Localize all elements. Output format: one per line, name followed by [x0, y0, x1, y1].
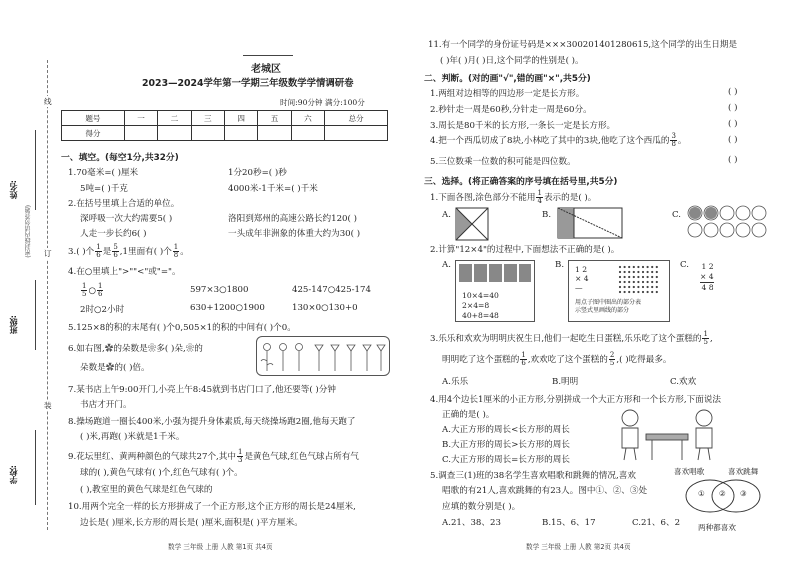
q4-item-d: 630+1200○1900	[190, 303, 265, 313]
flower-icon: ❀	[147, 344, 157, 354]
choice-5-opt-c[interactable]: C.21、6、2	[632, 518, 681, 528]
score-cell[interactable]	[191, 126, 224, 141]
grid-dot	[624, 286, 626, 288]
choice-2-opt-a[interactable]: A.	[442, 260, 451, 270]
score-header-cell: 三	[191, 111, 224, 126]
q1-item-d: 4000米-1千米=( )千米	[228, 184, 318, 194]
pencils-icon	[457, 262, 533, 284]
choice-1-opt-c[interactable]: C.	[672, 210, 682, 220]
score-cell[interactable]	[224, 126, 257, 141]
venn-region-3: ③	[740, 489, 747, 498]
score-header-cell: 五	[258, 111, 291, 126]
section-1-heading: 一、填空。(每空1分,共32分)	[61, 153, 179, 163]
flowers-illustration	[257, 337, 389, 375]
grid-dot	[651, 281, 653, 283]
binding-margin	[0, 0, 60, 562]
q8-text: 8.操场跑道一圈长400米,小强为提升身体素质,每天绕操场跑2圈,他每天跑了	[68, 417, 356, 427]
q1-item-c: 5吨=( )千克	[80, 184, 128, 194]
choice-5-text: 5.调查三(1)班的38名学生喜欢唱歌和跳舞的情况,喜欢	[430, 471, 636, 481]
grid-dot	[619, 291, 621, 293]
grid-dot	[633, 281, 635, 283]
choice-4-opt-b[interactable]: B.大正方形的周长>长方形的周长	[442, 440, 570, 450]
grid-dot	[651, 276, 653, 278]
grid-dot	[624, 266, 626, 268]
choice-2-opt-b[interactable]: B.	[555, 260, 565, 270]
section-3-heading: 三、选择。(将正确答案的序号填在括号里,共5分)	[424, 177, 618, 187]
grid-dot	[647, 266, 649, 268]
right-page	[400, 0, 794, 562]
seal-mark-3: 装	[44, 401, 52, 410]
grid-dot	[637, 276, 639, 278]
venn-label-singing: 喜欢唱歌	[674, 467, 705, 476]
score-table-header-row	[62, 111, 388, 126]
q2-item-d: 一头成年非洲象的体重大约为30( )	[228, 229, 361, 239]
q4-item-e: 130×0○130+0	[292, 303, 358, 313]
choice-4-text: 4.用4个边长1厘米的小正方形,分别拼成一个大正方形和一个长方形,下面说法	[430, 395, 722, 405]
page-2-footer: 数学 三年级 上册 人教 第2页 共4页	[526, 543, 631, 551]
choice-1-text: 1.下面各图,涂色部分不能用 $\frac{1}{4}$ 表示的是( )。	[430, 189, 597, 205]
grid-dot	[624, 281, 626, 283]
calc-line-3: 40+8=48	[462, 311, 499, 320]
binding-dashed-line	[47, 60, 48, 530]
q3-text: 3.( )个 $\frac{1}{6}$ 是 $\frac{5}{6}$ ,1里面有( )个 $\frac{1}{8}$ 。	[68, 243, 189, 259]
q6-flower-figure	[256, 336, 390, 376]
grid-dot	[642, 276, 644, 278]
score-table-score-row	[62, 126, 388, 141]
q2-item-b: 洛阳到郑州的高速公路长约120( )	[228, 214, 357, 224]
q10-text-2: 边长是( )厘米,长方形的周长是( )厘米,面积是( )平方厘米。	[80, 518, 303, 528]
grid-dot	[647, 271, 649, 273]
vertical-multiplication: 1 2 × 4 4 8	[700, 262, 714, 292]
q9-text-3: ( ),教室里的黄色气球是红色气球的	[80, 485, 213, 495]
grid-dot	[633, 271, 635, 273]
vertical-calc: 1 2 × 4 —	[575, 265, 589, 292]
grid-dot	[647, 281, 649, 283]
grid-dot	[619, 271, 621, 273]
smiley-faces-figure	[686, 204, 768, 240]
choice-5-opt-b[interactable]: B.15、6、17	[542, 518, 596, 528]
score-header-cell: 总分	[325, 111, 388, 126]
grid-dot	[642, 291, 644, 293]
grid-dot	[633, 266, 635, 268]
grid-dot	[628, 271, 630, 273]
school-blank[interactable]	[35, 430, 36, 505]
choice-5-text-3: 应填的数分别是( )。	[442, 502, 521, 512]
grid-dot	[651, 271, 653, 273]
grid-dot	[633, 291, 635, 293]
judge-item-1: 1.两组对边相等的四边形一定是长方形。	[430, 89, 585, 99]
choice-3-text-2: 明明吃了这个蛋糕的 $\frac{1}{6}$ ,欢欢吃了这个蛋糕的 $\frac{2}{5}$ ,( )吃得最多。	[442, 351, 672, 367]
grid-dot	[656, 291, 658, 293]
grid-dot	[642, 286, 644, 288]
score-cell[interactable]	[291, 126, 324, 141]
q3-frac-2: $\frac{5}{6}$	[113, 243, 118, 259]
judge-item-5: 5.三位数乘一位数的积可能是四位数。	[430, 157, 576, 167]
class-blank[interactable]	[35, 280, 36, 350]
q6-line1: 6.如右图,✿的朵数是❀多( )朵,❀的	[68, 344, 203, 354]
grid-dot	[637, 271, 639, 273]
q9-text-2: 球的( ),黄色气球有( )个,红色气球有( )个。	[80, 468, 243, 478]
district-title: 老城区	[251, 64, 281, 75]
q6-line2: 朵数是✿的( )倍。	[80, 363, 150, 373]
q3-frac-1: $\frac{1}{6}$	[96, 243, 101, 259]
q1-item-b: 1分20秒=( )秒	[228, 168, 287, 178]
dot-grid-icon	[617, 264, 661, 296]
grid-dot	[633, 276, 635, 278]
choice-3-opt-b[interactable]: B.明明	[552, 377, 579, 387]
choice-2-text: 2.计算"12×4"的过程中,下面想法不正确的是( )。	[430, 245, 620, 255]
name-label: 姓名:	[9, 180, 18, 200]
grid-dot	[647, 286, 649, 288]
tulip-icon: ✿	[105, 363, 115, 373]
choice-1-opt-b[interactable]: B.	[542, 210, 552, 220]
score-cell[interactable]	[258, 126, 291, 141]
district-overline	[243, 55, 293, 56]
judge-answer-2[interactable]: ( )	[728, 103, 738, 113]
q7-text: 7.某书店上午9:00开门,小亮上午8:45就到书店门口了,他还要等( )分钟	[68, 385, 336, 395]
grid-dot	[656, 286, 658, 288]
q2-text: 2.在括号里填上合适的单位。	[68, 199, 180, 209]
q7-text-2: 书店才开门。	[80, 400, 132, 410]
square-x-figure	[455, 207, 489, 241]
grid-dot	[637, 266, 639, 268]
seal-mark-1: 线	[44, 97, 52, 106]
score-cell[interactable]	[124, 126, 157, 141]
grid-dot	[647, 291, 649, 293]
choice-2-opt-c[interactable]: C.	[680, 260, 690, 270]
grid-dot	[628, 286, 630, 288]
grid-dot	[628, 281, 630, 283]
exam-title: 2023—2024学年第一学期三年级数学学情调研卷	[142, 78, 354, 89]
venn-region-1: ①	[698, 489, 705, 498]
score-row-label: 得分	[62, 126, 125, 141]
grid-dot	[619, 266, 621, 268]
choice-3-text: 3.乐乐和欢欢为明明庆祝生日,他们一起吃生日蛋糕,乐乐吃了这个蛋糕的 $\frac{1}{5}$ ,	[430, 330, 713, 346]
venn-diagram	[670, 466, 778, 534]
q4-item-a: 597×3○1800	[190, 285, 249, 295]
seal-note: (密封线内请勿答题)	[25, 205, 32, 258]
venn-label-dancing: 喜欢跳舞	[728, 467, 759, 476]
q4-text: 4.在○里填上">""<"或"="。	[68, 267, 181, 277]
choice-3-opt-c[interactable]: C.欢欢	[670, 377, 697, 387]
score-header-cell: 四	[224, 111, 257, 126]
choice-1-opt-a[interactable]: A.	[442, 210, 451, 220]
judge-answer-5[interactable]: ( )	[728, 155, 738, 165]
grid-dot	[624, 271, 626, 273]
judge-item-4: 4.把一个西瓜切成了8块,小林吃了其中的3块,他吃了这个西瓜的 $\frac{3}{8}$ 。	[430, 132, 687, 148]
calc-line-2: 2×4=8	[462, 301, 490, 310]
judge-answer-1[interactable]: ( )	[728, 87, 738, 97]
grid-dot	[651, 291, 653, 293]
flower-icon: ❀	[185, 344, 195, 354]
calc-line-1: 10×4=40	[462, 291, 499, 300]
q4-item-b: 425-147○425-174	[292, 285, 371, 295]
q10-text: 10.用两个完全一样的长方形拼成了一个正方形,这个正方形的周长是24厘米,	[68, 502, 356, 512]
q3-frac-3: $\frac{1}{8}$	[173, 243, 179, 259]
venn-label-both: 两种都喜欢	[698, 523, 736, 532]
q9-text: 9.花坛里红、黄两种颜色的气球共27个,其中 $\frac{1}{3}$ 是黄色气球,红色气球占所有气	[68, 448, 359, 464]
venn-circles	[670, 476, 778, 520]
grid-dot	[624, 276, 626, 278]
grid-dot	[642, 281, 644, 283]
grid-dot	[651, 286, 653, 288]
score-header-cell: 一	[124, 111, 157, 126]
q2-item-c: 人走一步长约6( )	[80, 229, 147, 239]
q4-item-frac: $\frac{1}{5}$ ○ $\frac{1}{6}$	[82, 282, 103, 298]
judge-answer-3[interactable]: ( )	[728, 119, 738, 129]
seal-mark-2: 订	[44, 249, 52, 258]
q8-text-2: ( )米,再跑( )米就是1千米。	[80, 432, 185, 442]
score-cell[interactable]	[325, 126, 388, 141]
grid-dot	[656, 276, 658, 278]
children-at-desk-illustration	[612, 404, 722, 462]
page-1-footer: 数学 三年级 上册 人教 第1页 共4页	[168, 543, 273, 551]
class-label: 班级:	[9, 315, 18, 335]
time-info: 时间:90分钟 满分:100分	[280, 98, 365, 107]
grid-dot	[637, 281, 639, 283]
score-header-cell: 题号	[62, 111, 125, 126]
grid-dot	[656, 281, 658, 283]
grid-dot	[656, 266, 658, 268]
section-2-heading: 二、判断。(对的画"√",错的画"×",共5分)	[424, 74, 591, 84]
q11-text-2: ( )年( )月( )日,这个同学的性别是( )。	[440, 56, 584, 66]
q5-text: 5.125×8的积的末尾有( )个0,505×1的积的中间有( )个0。	[68, 323, 296, 333]
venn-region-2: ②	[719, 489, 726, 498]
dot-array-figure	[568, 260, 670, 322]
choice-5-text-2: 唱歌的有21人,喜欢跳舞的有23人。图中①、②、③处	[442, 486, 648, 496]
grid-dot	[642, 271, 644, 273]
name-blank[interactable]	[35, 130, 36, 210]
grid-dot	[633, 286, 635, 288]
judge-answer-4[interactable]: ( )	[728, 135, 738, 145]
dot-note: 用点子图中圈出的部分表 示竖式里画线的部分	[575, 299, 642, 314]
q4-item-c: 2时○2小时	[80, 305, 125, 315]
score-cell[interactable]	[158, 126, 191, 141]
grid-dot	[619, 276, 621, 278]
grid-dot	[637, 286, 639, 288]
choice-3-opt-a[interactable]: A.乐乐	[442, 377, 469, 387]
choice-5-opt-a[interactable]: A.21、38、23	[442, 518, 501, 528]
grid-dot	[651, 266, 653, 268]
q1-item-a: 1.70毫米=( )厘米	[68, 168, 139, 178]
grid-dot	[619, 286, 621, 288]
score-header-cell: 二	[158, 111, 191, 126]
grid-dot	[637, 291, 639, 293]
grid-dot	[642, 266, 644, 268]
grid-dot	[628, 276, 630, 278]
grid-dot	[656, 271, 658, 273]
q2-item-a: 深呼吸一次大约需要5( )	[80, 214, 173, 224]
school-label: 学校:	[9, 465, 18, 485]
parallelogram-figure	[557, 207, 623, 239]
q11-text: 11.有一个同学的身份证号码是×××300201401280615,这个同学的出生日期是	[428, 40, 738, 50]
choice-4-opt-c[interactable]: C.大正方形的周长=长方形的周长	[442, 455, 570, 465]
score-table	[61, 110, 388, 141]
judge-item-2: 2.秒针走一周是60秒,分针走一周是60分。	[430, 105, 592, 115]
choice-4-opt-a[interactable]: A.大正方形的周长<长方形的周长	[442, 425, 570, 435]
grid-dot	[628, 291, 630, 293]
grid-dot	[619, 281, 621, 283]
grid-dot	[647, 276, 649, 278]
pencil-calc-figure	[455, 260, 535, 322]
choice-4-text-2: 正确的是( )。	[442, 410, 495, 420]
grid-dot	[628, 266, 630, 268]
score-header-cell: 六	[291, 111, 324, 126]
judge-item-3: 3.周长是80千米的长方形,一条长一定是长方形。	[430, 121, 616, 131]
tulip-icon: ✿	[104, 344, 114, 354]
grid-dot	[624, 291, 626, 293]
